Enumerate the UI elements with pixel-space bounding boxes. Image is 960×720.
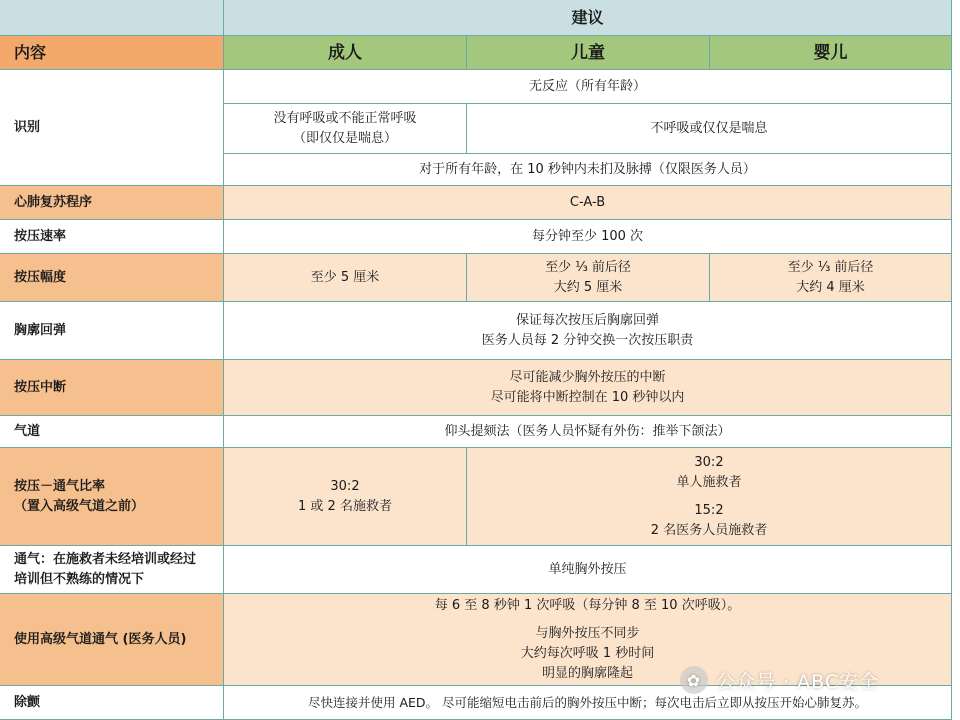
row-label-chest-recoil: 胸廓回弹 [0,302,224,360]
compression-depth-child [467,254,710,302]
advanced-airway-line2: 与胸外按压不同步 [535,625,640,641]
compression-depth-child-line1: 至少 ⅓ 前后径 [545,259,631,275]
cpr-sequence-value: C-A-B [224,186,952,220]
header-content: 内容 [0,36,224,70]
header-blank [0,0,224,36]
header-child: 儿童 [467,36,710,70]
untrained-label-line2: 培训但不熟练的情况下 [14,571,145,587]
advanced-airway-line1: 每 6 至 8 秒钟 1 次呼吸（每分钟 8 至 10 次呼吸）。 [434,597,741,613]
compression-depth-child-line2: 大约 5 厘米 [553,279,623,295]
compression-rate-value: 每分钟至少 100 次 [224,220,952,254]
recognition-adult-line1: 没有呼吸或不能正常呼吸 [273,110,417,126]
ratio-ci-line1: 30:2 [694,454,724,470]
untrained-ventilation-value: 单纯胸外按压 [224,546,952,594]
row-label-recognition: 识别 [0,70,224,186]
recognition-adult [224,104,467,154]
row-label-untrained-ventilation [0,546,224,594]
ratio-child-infant [467,448,952,546]
ratio-label-line2: （置入高级气道之前） [14,498,145,514]
ratio-adult-line2: 1 或 2 名施救者 [298,498,392,514]
watermark [680,662,935,698]
chest-recoil-line1: 保证每次按压后胸廓回弹 [515,312,659,328]
compression-depth-infant-line1: 至少 ⅓ 前后径 [787,259,874,275]
ratio-adult [224,448,467,546]
airway-value: 仰头提颏法（医务人员怀疑有外伤：推举下颌法） [224,416,952,448]
ratio-ci-line3: 15:2 [694,502,724,518]
row-label-advanced-airway: 使用高级气道通气 (医务人员) [0,594,224,686]
ratio-adult-line1: 30:2 [330,478,360,494]
row-label-defibrillation: 除颤 [0,686,224,720]
advanced-airway-line3: 大约每次呼吸 1 秒时间 [520,645,655,661]
defibrillation-value: 尽快连接并使用 AED。 尽可能缩短电击前后的胸外按压中断；每次电击后立即从按压开始心肺复苏。 [224,686,952,720]
chest-recoil-line2: 医务人员每 2 分钟交换一次按压职责 [481,332,694,348]
row-label-airway: 气道 [0,416,224,448]
row-label-compression-rate: 按压速率 [0,220,224,254]
recognition-adult-line2: （即仅仅是喘息） [292,130,397,146]
advanced-airway-line4: 明显的胸廓隆起 [541,665,633,681]
row-label-cpr-sequence: 心肺复苏程序 [0,186,224,220]
header-infant: 婴儿 [710,36,952,70]
compression-interruption-line1: 尽可能减少胸外按压的中断 [509,369,666,385]
header-adult: 成人 [224,36,467,70]
ratio-label-line1: 按压－通气比率 [14,478,106,494]
row-label-compression-interruption: 按压中断 [0,360,224,416]
compression-depth-infant [710,254,952,302]
ratio-ci-line4: 2 名医务人员施救者 [650,522,768,538]
row-label-compression-depth: 按压幅度 [0,254,224,302]
ratio-ci-line2: 单人施救者 [676,474,742,490]
chest-recoil-value [224,302,952,360]
recognition-pulse-check: 对于所有年龄，在 10 秒钟内未扪及脉搏（仅限医务人员） [224,154,952,186]
recognition-all-ages: 无反应（所有年龄） [224,70,952,104]
wechat-icon: ✿ [680,666,708,694]
compression-interruption-line2: 尽可能将中断控制在 10 秒钟以内 [490,389,685,405]
watermark-text: 公众号 · ABC安全 [716,670,880,693]
compression-interruption-value [224,360,952,416]
compression-depth-adult: 至少 5 厘米 [224,254,467,302]
header-suggestion: 建议 [224,0,952,36]
compression-depth-infant-line2: 大约 4 厘米 [796,279,865,295]
recognition-child-infant: 不呼吸或仅仅是喘息 [467,104,952,154]
row-label-ratio [0,448,224,546]
untrained-label-line1: 通气：在施救者未经培训或经过 [14,551,197,567]
